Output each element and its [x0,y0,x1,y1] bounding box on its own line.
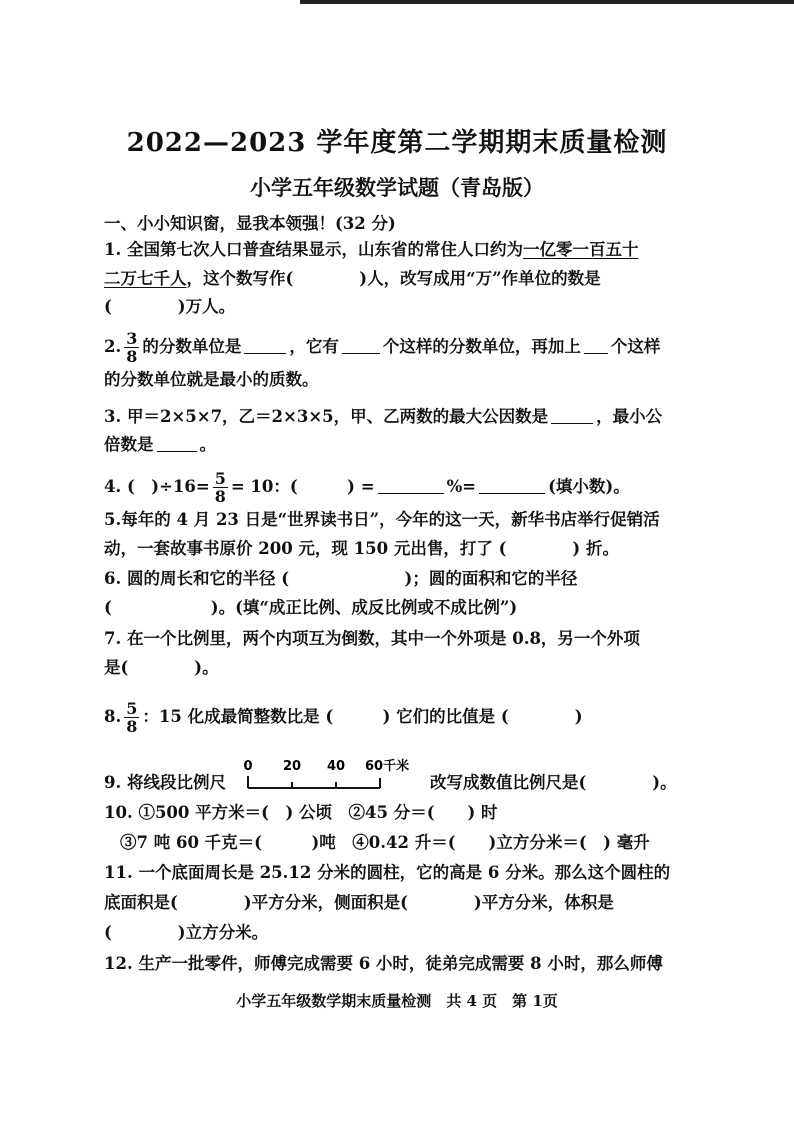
q4-fraction [213,470,228,505]
line-segment-scale-ruler [240,758,430,792]
q2-fraction [124,330,139,365]
q11-line-1: 11. 一个底面周长是 25.12 分米的圆柱，它的高是 6 分米。那么这个圆柱的 [104,863,671,882]
q6-line-2: ( )。(填“成正比例、成反比例或不成比例”) [104,598,518,617]
scale-tick-label-0: 0 [243,759,253,774]
q3-text-b: ，最小公 [596,407,663,426]
q2-fraction-numerator: 3 [126,329,138,348]
scale-tick-label-60km: 60千米 [365,759,410,774]
q2-text-d: 个这样 [610,337,661,356]
q1-line-2 [104,268,601,290]
q1-text-2: ，这个数写作( )人，改写成用“万”作单位的数是 [186,269,601,288]
q5-line-2: 动，一套故事书原价 200 元，现 150 元出售，打了 ( ) 折。 [104,539,619,558]
q4-blank-decimal[interactable] [479,477,545,494]
q5-line-1: 5.每年的 4 月 23 日是“世界读书日”，今年的这一天，新华书店举行促销活 [104,510,660,529]
exam-title: 2022—2023 学年度第二学期期末质量检测 [126,128,668,158]
q1-line-3: ( )万人。 [104,297,236,316]
q2-number: 2. [104,337,122,356]
q1-line-1 [104,239,638,261]
q6-line-1: 6. 圆的周长和它的半径 ( )；圆的面积和它的半径 [104,569,578,588]
q2-text-b: ，它有 [289,337,339,356]
q8-fraction-numerator: 5 [126,699,138,718]
q3-text-c: 倍数是 [104,435,154,454]
q8-fraction-denominator: 8 [126,717,138,736]
q1-text: 1. 全国第七次人口普查结果显示，山东省的常住人口约为 [104,240,523,259]
page-footer: 小学五年级数学期末质量检测 共 4 页 第 1页 [236,992,558,1010]
scale-tick-label-40: 40 [326,759,346,774]
q1-underlined-number-b: 二万七千人 [104,269,187,288]
q8-text: ：15 化成最简整数比是 ( ) 它们的比值是 ( ) [142,707,583,726]
q3-line-2 [104,434,216,456]
q2-line-2: 的分数单位就是最小的质数。 [104,370,319,389]
q1-underlined-number-a: 一亿零一百五十 [522,240,639,259]
q3-blank-gcd[interactable] [551,407,593,424]
q8-fraction [124,700,139,735]
q4-fraction-numerator: 5 [214,469,226,488]
q2-line-1 [104,330,660,365]
q2-text-c: 个这样的分数单位，再加上 [382,337,581,356]
q10-line-2: ③7 吨 60 千克＝( )吨 ④0.42 升＝( )立方分米＝( ) 毫升 [120,833,650,852]
q2-blank-2[interactable] [342,337,380,354]
scale-tick-label-20: 20 [282,759,302,774]
q9-text-b: 改写成数值比例尺是( )。 [430,773,677,792]
q8-number: 8. [104,707,122,726]
q11-line-2: 底面积是( )平方分米，侧面积是( )平方分米，体积是 [104,893,614,912]
q10-line-1: 10. ①500 平方米＝( ) 公顷 ②45 分＝( ) 时 [104,803,498,822]
q7-line-2: 是( )。 [104,658,219,677]
q8-line [104,700,583,735]
section-1-heading: 一、小小知识窗，显我本领强！(32 分) [104,214,396,233]
q11-line-3: ( )立方分米。 [104,923,269,942]
q7-line-1: 7. 在一个比例里，两个内项互为倒数，其中一个外项是 0.8，另一个外项 [104,629,640,648]
q4-text-c: %= [446,477,477,496]
exam-subtitle: 小学五年级数学试题（青岛版） [250,175,544,200]
q4-text-d: (填小数)。 [548,477,630,496]
q2-blank-3[interactable] [584,337,608,354]
q3-text-d: 。 [199,435,216,454]
q2-fraction-denominator: 8 [126,347,138,366]
q4-blank-percent[interactable] [378,477,444,494]
q2-blank-1[interactable] [244,337,286,354]
q2-text-a: 的分数单位是 [142,337,242,356]
q3-line-1 [104,406,662,428]
q4-text-a: 4. ( )÷16= [104,477,210,496]
q12-line-1: 12. 生产一批零件，师傅完成需要 6 小时，徒弟完成需要 8 小时，那么师傅 [104,954,663,973]
q3-blank-lcm[interactable] [157,435,197,452]
q4-line [104,470,630,505]
q3-text-a: 3. 甲＝2×5×7，乙＝2×3×5，甲、乙两数的最大公因数是 [104,407,549,426]
q9-text-a: 9. 将线段比例尺 [104,773,226,792]
q4-fraction-denominator: 8 [214,487,226,506]
q4-text-b: = 10：( ) = [230,477,375,496]
scan-top-edge [300,0,794,4]
